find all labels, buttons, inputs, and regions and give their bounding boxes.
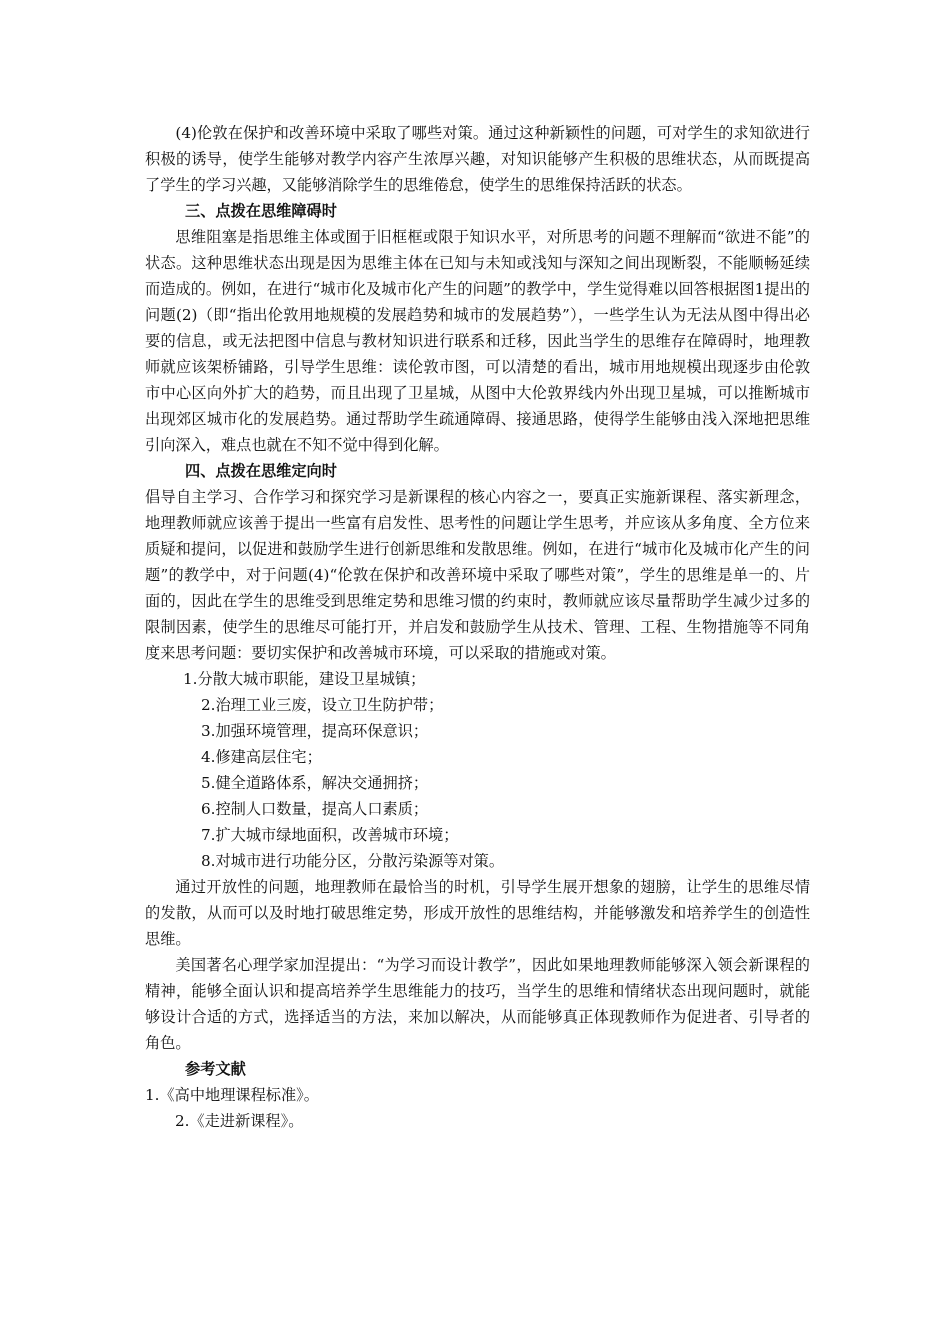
section-heading: 四、点拨在思维定向时 xyxy=(185,462,337,480)
list-item: 2.治理工业三废，设立卫生防护带； xyxy=(201,696,444,714)
reference-item: 1.《高中地理课程标准》。 xyxy=(145,1086,319,1104)
measures-list xyxy=(145,666,810,874)
paragraph: 美国著名心理学家加涅提出：“为学习而设计教学”，因此如果地理教师能够深入领会新课程的精神，能够全面认识和提高培养学生思维能力的技巧，当学生的思维和情绪状态出现问题时，就能够设计合适的方式，选择适当的方法，来加以解决，从而能够真正体现教师作为促进者、引导者的角色。 xyxy=(145,956,810,1052)
list-item: 4.修建高层住宅； xyxy=(201,748,322,766)
section-heading: 三、点拨在思维障碍时 xyxy=(185,202,337,220)
list-item: 8.对城市进行功能分区，分散污染源等对策。 xyxy=(201,852,505,870)
article-body xyxy=(145,120,810,1134)
list-item: 6.控制人口数量，提高人口素质； xyxy=(201,800,429,818)
paragraph: (4)伦敦在保护和改善环境中采取了哪些对策。通过这种新颖性的问题，可对学生的求知欲进行积极的诱导，使学生能够对教学内容产生浓厚兴趣，对知识能够产生积极的思维状态，从而既提高了学生的学习兴趣，又能够消除学生的思维倦怠，使学生的思维保持活跃的状态。 xyxy=(145,124,810,194)
reference-item: 2.《走进新课程》。 xyxy=(175,1112,304,1130)
list-item: 7.扩大城市绿地面积，改善城市环境； xyxy=(201,826,459,844)
list-item: 3.加强环境管理，提高环保意识； xyxy=(201,722,429,740)
list-item: 5.健全道路体系，解决交通拥挤； xyxy=(201,774,429,792)
references-heading: 参考文献 xyxy=(185,1060,246,1078)
list-item: 1.分散大城市职能，建设卫星城镇； xyxy=(183,670,426,688)
paragraph: 倡导自主学习、合作学习和探究学习是新课程的核心内容之一，要真正实施新课程、落实新理念，地理教师就应该善于提出一些富有启发性、思考性的问题让学生思考，并应该从多角度、全方位来质疑和提问，以促进和鼓励学生进行创新思维和发散思维。例如，在进行“城市化及城市化产生的问题”的教学中，对于问题(4)“伦敦在保护和改善环境中采取了哪些对策”，学生的思维是单一的、片面的，因此在学生的思维受到思维定势和思维习惯的约束时，教师就应该尽量帮助学生减少过多的限制因素，使学生的思维尽可能打开，并启发和鼓励学生从技术、管理、工程、生物措施等不同角度来思考问题：要切实保护和改善城市环境，可以采取的措施或对策。 xyxy=(145,488,810,662)
paragraph: 通过开放性的问题，地理教师在最恰当的时机，引导学生展开想象的翅膀，让学生的思维尽情的发散，从而可以及时地打破思维定势，形成开放性的思维结构，并能够激发和培养学生的创造性思维。 xyxy=(145,878,810,948)
paragraph: 思维阻塞是指思维主体或囿于旧框框或限于知识水平，对所思考的问题不理解而“欲进不能”的状态。这种思维状态出现是因为思维主体在已知与未知或浅知与深知之间出现断裂，不能顺畅延续而造成的。例如，在进行“城市化及城市化产生的问题”的教学中，学生觉得难以回答根据图1提出的问题(2)（即“指出伦敦用地规模的发展趋势和城市的发展趋势”），一些学生认为无法从图中得出必要的信息，或无法把图中信息与教材知识进行联系和迁移，因此当学生的思维存在障碍时，地理教师就应该架桥铺路，引导学生思维：读伦敦市图，可以清楚的看出，城市用地规模出现逐步由伦敦市中心区向外扩大的趋势，而且出现了卫星城，从图中大伦敦界线内外出现卫星城，可以推断城市出现郊区城市化的发展趋势。通过帮助学生疏通障碍、接通思路，使得学生能够由浅入深地把思维引向深入，难点也就在不知不觉中得到化解。 xyxy=(145,228,810,454)
